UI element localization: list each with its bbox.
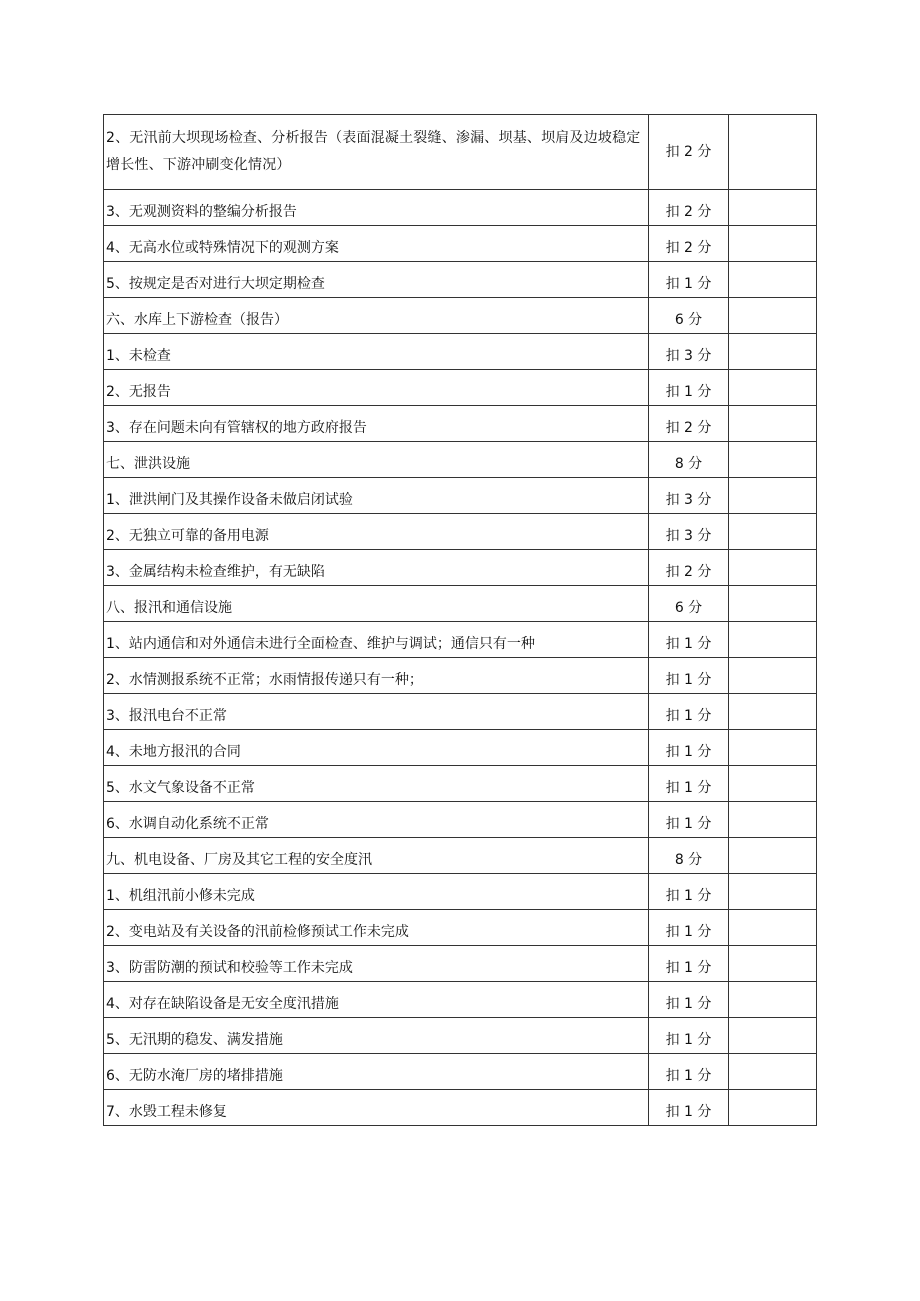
remark-cell — [729, 1090, 817, 1126]
item-cell: 1、机组汛前小修未完成 — [104, 874, 649, 910]
remark-cell — [729, 478, 817, 514]
remark-cell — [729, 946, 817, 982]
remark-cell — [729, 1018, 817, 1054]
table-row — [104, 370, 817, 406]
item-cell: 5、按规定是否对进行大坝定期检查 — [104, 262, 649, 298]
item-cell: 3、无观测资料的整编分析报告 — [104, 190, 649, 226]
remark-cell — [729, 766, 817, 802]
score-cell: 扣 1 分 — [649, 694, 729, 730]
score-cell: 扣 1 分 — [649, 1018, 729, 1054]
table-row — [104, 622, 817, 658]
score-cell: 扣 3 分 — [649, 478, 729, 514]
table-row — [104, 874, 817, 910]
table-row — [104, 946, 817, 982]
item-cell: 2、变电站及有关设备的汛前检修预试工作未完成 — [104, 910, 649, 946]
table-row — [104, 226, 817, 262]
item-cell: 4、对存在缺陷设备是无安全度汛措施 — [104, 982, 649, 1018]
item-cell: 3、防雷防潮的预试和校验等工作未完成 — [104, 946, 649, 982]
section-title-cell: 六、水库上下游检查（报告） — [104, 298, 649, 334]
item-cell: 4、未地方报汛的合同 — [104, 730, 649, 766]
remark-cell — [729, 730, 817, 766]
table-row — [104, 910, 817, 946]
remark-cell — [729, 982, 817, 1018]
score-cell: 扣 1 分 — [649, 874, 729, 910]
section-title-cell: 九、机电设备、厂房及其它工程的安全度汛 — [104, 838, 649, 874]
remark-cell — [729, 190, 817, 226]
section-title-cell: 七、泄洪设施 — [104, 442, 649, 478]
item-cell: 1、站内通信和对外通信未进行全面检查、维护与调试；通信只有一种 — [104, 622, 649, 658]
score-cell: 扣 1 分 — [649, 658, 729, 694]
score-cell: 扣 3 分 — [649, 334, 729, 370]
remark-cell — [729, 658, 817, 694]
table-row — [104, 802, 817, 838]
item-cell: 4、无高水位或特殊情况下的观测方案 — [104, 226, 649, 262]
remark-cell — [729, 586, 817, 622]
score-cell: 扣 1 分 — [649, 910, 729, 946]
section-score-cell: 6 分 — [649, 298, 729, 334]
item-cell: 5、无汛期的稳发、满发措施 — [104, 1018, 649, 1054]
score-cell: 扣 1 分 — [649, 766, 729, 802]
item-cell: 3、报汛电台不正常 — [104, 694, 649, 730]
item-cell: 2、无报告 — [104, 370, 649, 406]
remark-cell — [729, 406, 817, 442]
remark-cell — [729, 514, 817, 550]
score-cell: 扣 2 分 — [649, 226, 729, 262]
section-row — [104, 586, 817, 622]
item-cell: 3、存在问题未向有管辖权的地方政府报告 — [104, 406, 649, 442]
remark-cell — [729, 802, 817, 838]
remark-cell — [729, 370, 817, 406]
table-row — [104, 1090, 817, 1126]
table-row — [104, 190, 817, 226]
item-cell: 2、无独立可靠的备用电源 — [104, 514, 649, 550]
section-row — [104, 298, 817, 334]
score-cell: 扣 1 分 — [649, 946, 729, 982]
table-row — [104, 730, 817, 766]
item-cell: 3、金属结构未检查维护，有无缺陷 — [104, 550, 649, 586]
table-row — [104, 115, 817, 190]
section-title-cell: 八、报汛和通信设施 — [104, 586, 649, 622]
item-cell: 2、无汛前大坝现场检查、分析报告（表面混凝土裂缝、渗漏、坝基、坝肩及边坡稳定增长性、下游冲刷变化情况） — [104, 115, 649, 190]
table-row — [104, 514, 817, 550]
item-cell: 7、水毁工程未修复 — [104, 1090, 649, 1126]
section-row — [104, 442, 817, 478]
remark-cell — [729, 838, 817, 874]
remark-cell — [729, 910, 817, 946]
remark-cell — [729, 262, 817, 298]
score-cell: 扣 1 分 — [649, 802, 729, 838]
remark-cell — [729, 442, 817, 478]
item-cell: 1、未检查 — [104, 334, 649, 370]
table-row — [104, 766, 817, 802]
score-cell: 扣 1 分 — [649, 1054, 729, 1090]
score-cell: 扣 1 分 — [649, 982, 729, 1018]
score-cell: 扣 1 分 — [649, 370, 729, 406]
remark-cell — [729, 115, 817, 190]
table-body — [104, 115, 817, 1126]
score-cell: 扣 1 分 — [649, 1090, 729, 1126]
remark-cell — [729, 550, 817, 586]
section-score-cell: 8 分 — [649, 442, 729, 478]
table-row — [104, 1054, 817, 1090]
score-cell: 扣 2 分 — [649, 550, 729, 586]
item-cell: 5、水文气象设备不正常 — [104, 766, 649, 802]
score-sheet — [103, 114, 816, 1126]
score-cell: 扣 2 分 — [649, 406, 729, 442]
table-row — [104, 1018, 817, 1054]
item-cell: 1、泄洪闸门及其操作设备未做启闭试验 — [104, 478, 649, 514]
table-row — [104, 262, 817, 298]
score-cell: 扣 3 分 — [649, 514, 729, 550]
table-row — [104, 334, 817, 370]
score-cell: 扣 1 分 — [649, 622, 729, 658]
table-row — [104, 982, 817, 1018]
score-cell: 扣 2 分 — [649, 115, 729, 190]
remark-cell — [729, 334, 817, 370]
item-cell: 6、无防水淹厂房的堵排措施 — [104, 1054, 649, 1090]
item-cell: 6、水调自动化系统不正常 — [104, 802, 649, 838]
score-cell: 扣 2 分 — [649, 190, 729, 226]
remark-cell — [729, 694, 817, 730]
item-cell: 2、水情测报系统不正常；水雨情报传递只有一种； — [104, 658, 649, 694]
score-cell: 扣 1 分 — [649, 730, 729, 766]
section-row — [104, 838, 817, 874]
section-score-cell: 6 分 — [649, 586, 729, 622]
table-row — [104, 550, 817, 586]
table-row — [104, 478, 817, 514]
remark-cell — [729, 622, 817, 658]
section-score-cell: 8 分 — [649, 838, 729, 874]
remark-cell — [729, 874, 817, 910]
table-row — [104, 658, 817, 694]
remark-cell — [729, 298, 817, 334]
remark-cell — [729, 1054, 817, 1090]
remark-cell — [729, 226, 817, 262]
inspection-score-table — [103, 114, 817, 1126]
score-cell: 扣 1 分 — [649, 262, 729, 298]
table-row — [104, 406, 817, 442]
table-row — [104, 694, 817, 730]
